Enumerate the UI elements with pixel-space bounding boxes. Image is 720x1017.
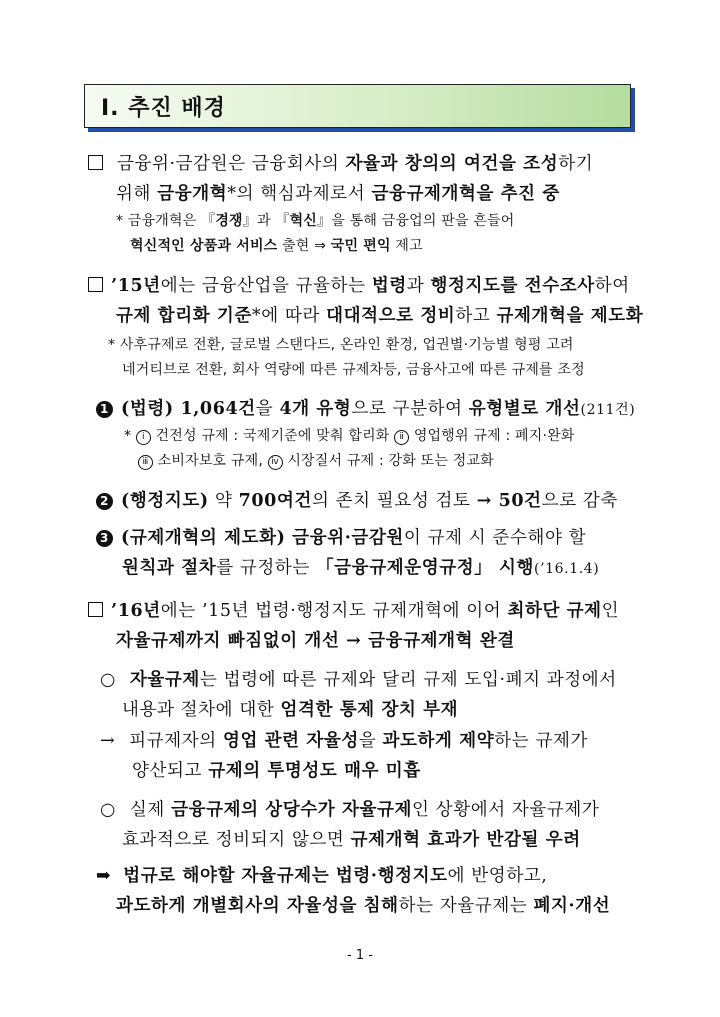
p1-line1: 금융위·금감원은 금융회사의 자율과 창의의 여건을 조성하기 [88, 150, 593, 175]
item3-line1: 3 (규제개혁의 제도화) 금융위·금감원이 규제 시 준수해야 할 [96, 524, 586, 549]
arrow1-line2: 양산되고 규제의 투명성도 매우 미흡 [132, 761, 421, 781]
p2-line2: 규제 합리화 기준*에 따라 대대적으로 정비하고 규제개혁을 제도화 [116, 306, 644, 326]
roman-iv-icon: ⅳ [268, 455, 283, 470]
item1-line: 1 (법령) 1,064건을 4개 유형으로 구분하여 유형별로 개선(211건) [96, 395, 635, 420]
conclusion-line2: 과도하게 개별회사의 자율성을 침해하는 자율규제는 폐지·개선 [116, 896, 611, 916]
circle-bullet-icon: ○ [100, 800, 116, 820]
p3-line2: 자율규제까지 빠짐없이 개선 → 금융규제개혁 완결 [116, 631, 515, 651]
o1-line2: 내용과 절차에 대한 엄격한 통제 장치 부재 [122, 700, 459, 720]
conclusion-line1: ➡ 법규로 해야할 자율규제는 법령·행정지도에 반영하고, [96, 866, 548, 886]
section-title: Ⅰ. 추진 배경 [101, 96, 226, 121]
section-title-box [84, 84, 631, 128]
p3-line1: ’16년에는 ’15년 법령·행정지도 규제개혁에 이어 최하단 규제인 [88, 597, 619, 622]
arrow1-line1: → 피규제자의 영업 관련 자율성을 과도하게 제약하는 규제가 [100, 731, 588, 751]
number-3-icon: 3 [96, 530, 113, 547]
o2-line1: ○ 실제 금융규제의 상당수가 자율규제인 상황에서 자율규제가 [100, 800, 600, 820]
checkbox-bullet-icon [88, 155, 103, 170]
roman-ii-icon: ⅱ [394, 430, 409, 445]
p1-line2: 위해 금융개혁*의 핵심과제로서 금융규제개혁을 추진 중 [116, 184, 560, 204]
p2-note2: 네거티브로 전환, 회사 역량에 따른 규제차등, 금융사고에 따른 규제를 조정 [122, 362, 585, 378]
checkbox-bullet-icon [88, 602, 103, 617]
p1-note2: 혁신적인 상품과 서비스 출현 ⇒ 국민 편익 제고 [130, 238, 423, 254]
p2-note1: * 사후규제로 전환, 글로벌 스탠다드, 온라인 환경, 업권별·기능별 형평 고려 [108, 337, 574, 353]
circle-bullet-icon: ○ [100, 670, 116, 690]
number-2-icon: 2 [96, 493, 113, 510]
item1-sub2: ⅲ 소비자보호 규제, ⅳ 시장질서 규제 : 강화 또는 정교화 [138, 450, 494, 470]
p1-note1: * 금융개혁은 『경쟁』과 『혁신』을 통해 금융업의 판을 흔들어 [116, 213, 515, 229]
p2-line1: ’15년에는 금융산업을 규율하는 법령과 행정지도를 전수조사하여 [88, 272, 630, 297]
o1-line1: ○ 자율규제는 법령에 따른 규제와 달리 규제 도입·폐지 과정에서 [100, 670, 617, 690]
o2-line2: 효과적으로 정비되지 않으면 규제개혁 효과가 반감될 우려 [122, 830, 581, 850]
item3-line2: 원칙과 절차를 규정하는 「금융규제운영규정」 시행(’16.1.4) [122, 558, 600, 578]
item2-line: 2 (행정지도) 약 700여건의 존치 필요성 검토 → 50건으로 감축 [96, 487, 618, 512]
checkbox-bullet-icon [88, 277, 103, 292]
arrow-right-icon: → [100, 731, 116, 751]
roman-iii-icon: ⅲ [138, 455, 153, 470]
page-number: - 1 - [347, 948, 373, 963]
number-1-icon: 1 [96, 401, 113, 418]
roman-i-icon: ⅰ [136, 430, 151, 445]
item1-sub1: * ⅰ 건전성 규제 : 국제기준에 맞춰 합리화 ⅱ 영업행위 규제 : 폐지·완화 [124, 428, 575, 444]
bold-arrow-right-icon: ➡ [96, 866, 112, 886]
